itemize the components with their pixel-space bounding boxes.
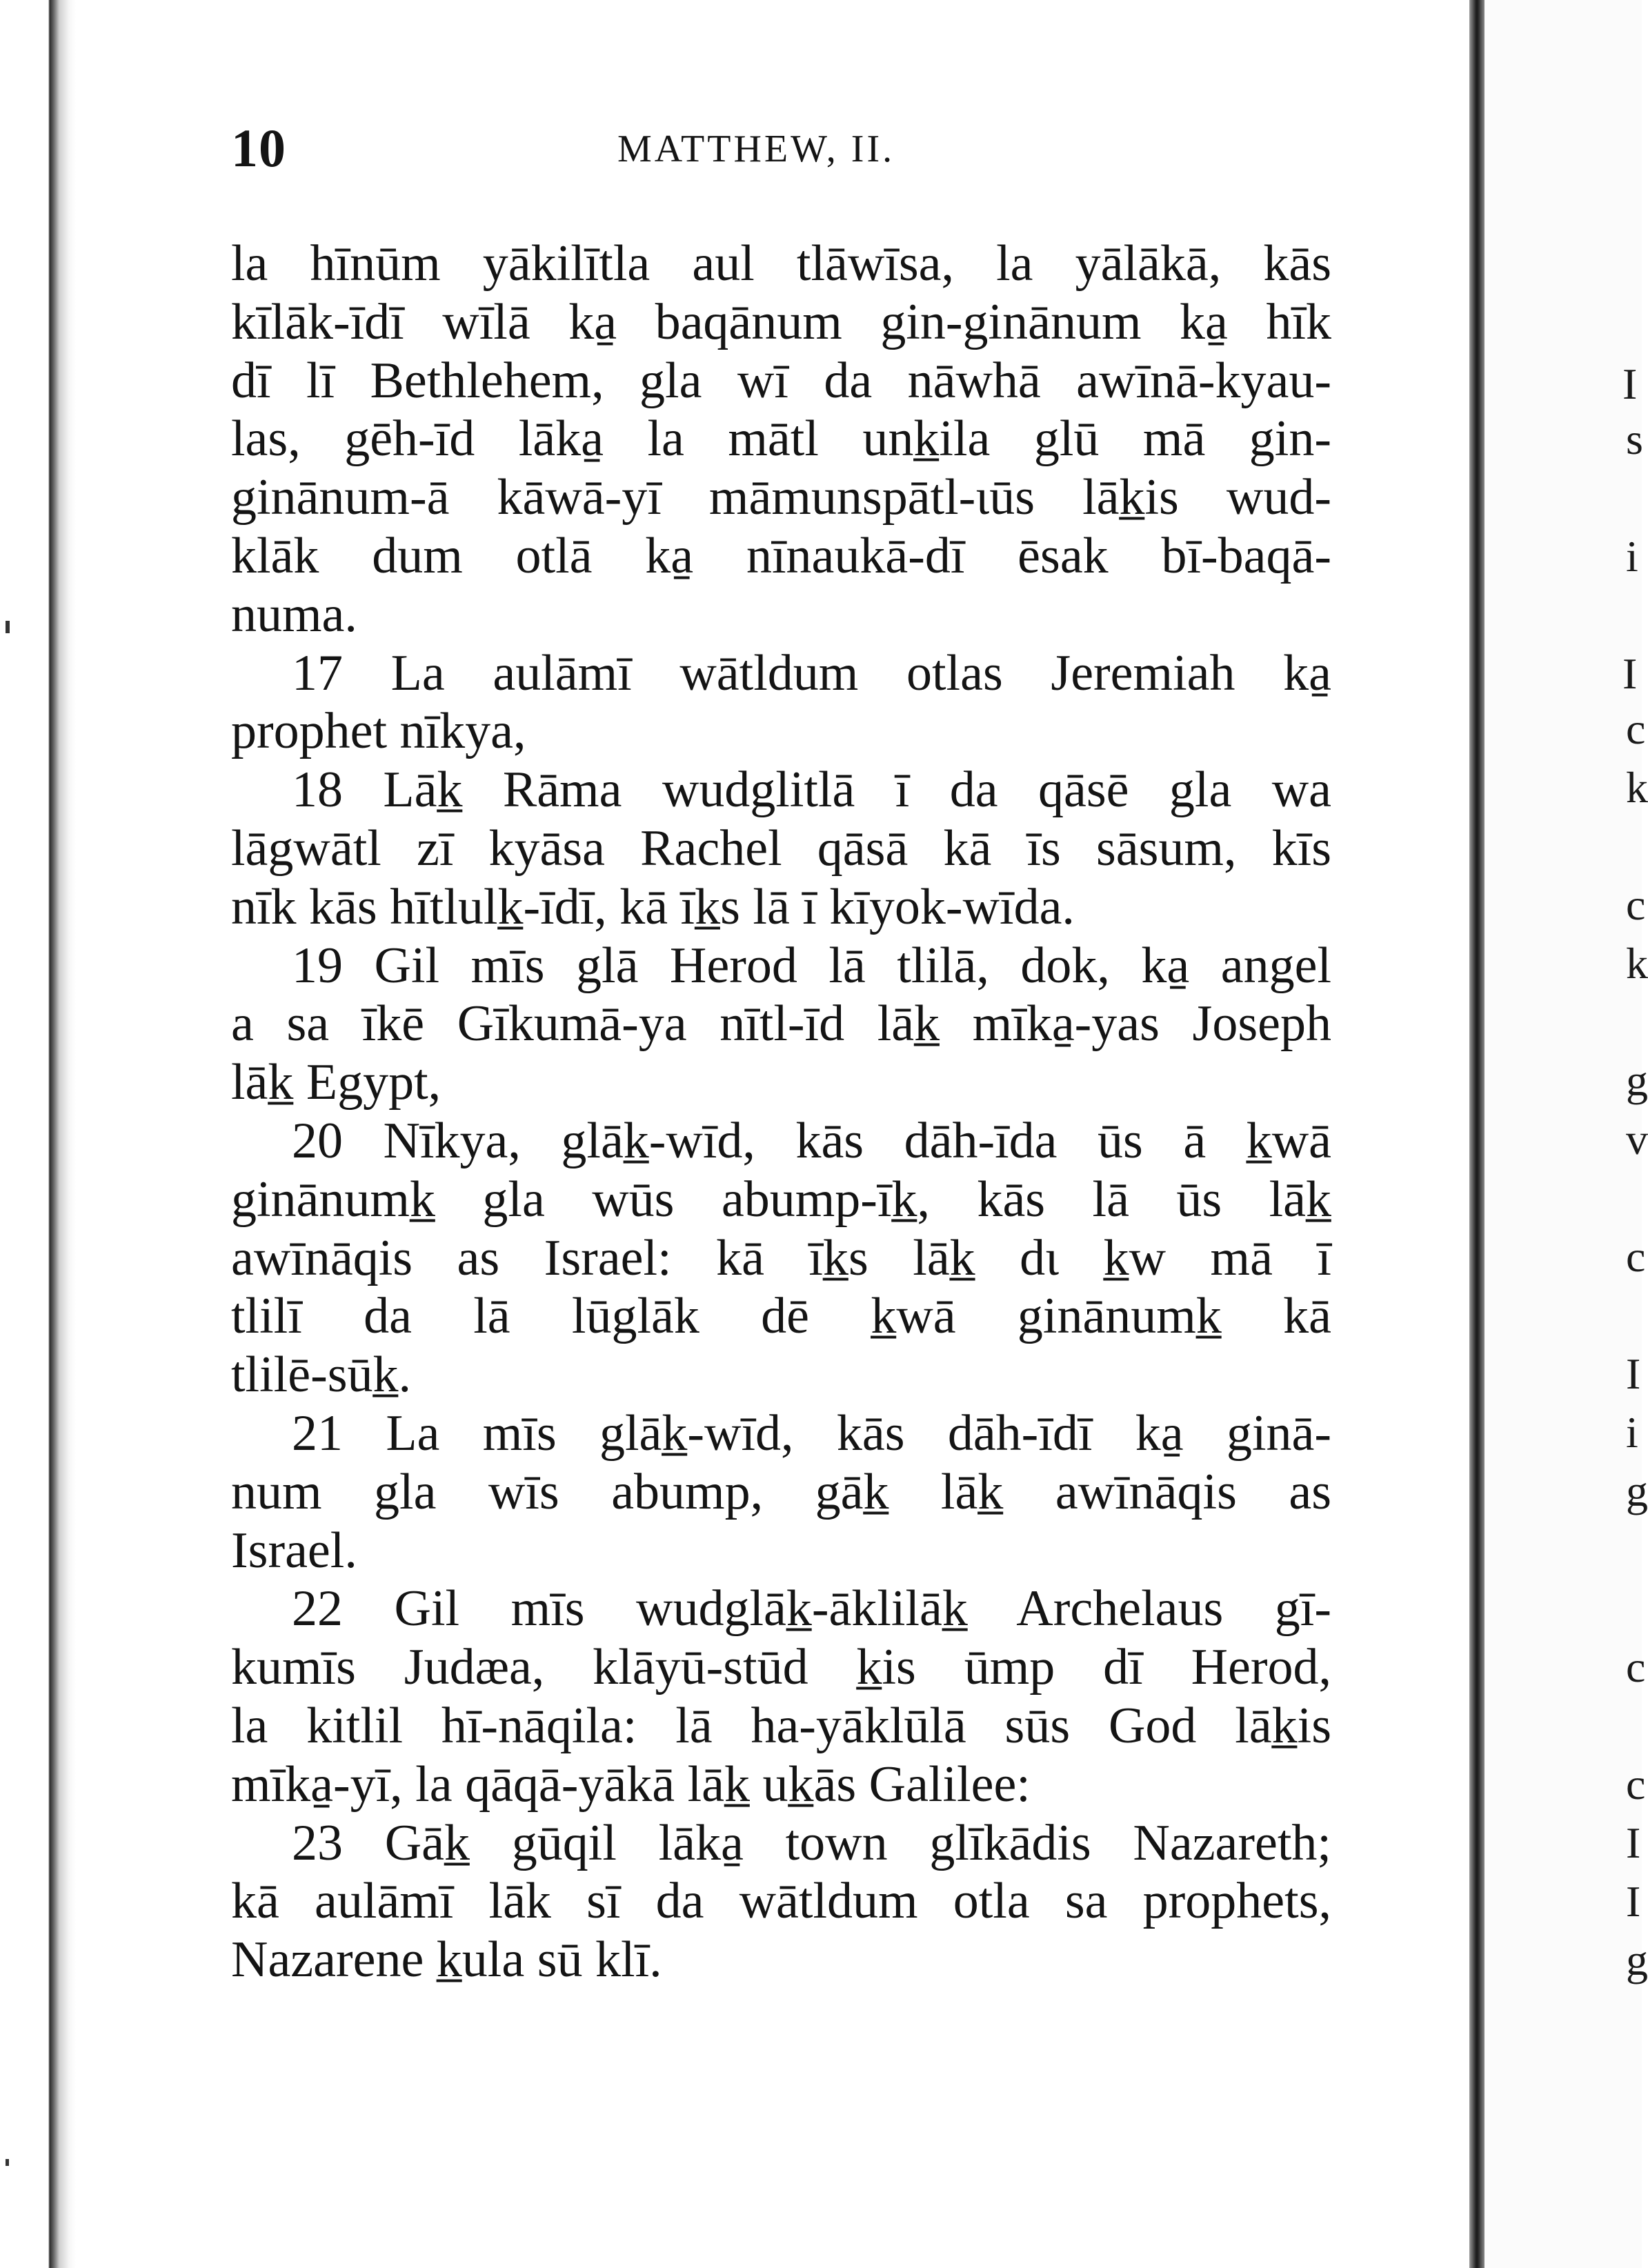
edge-mark: [6, 2159, 9, 2166]
facing-page-glyph: i: [1626, 1408, 1638, 1457]
verse-22-line: 22 Gil mīs wudglāk̲-āklilāk̲ Archelaus gī-: [292, 1580, 1331, 1638]
facing-page-glyph: c: [1626, 1760, 1646, 1809]
facing-page-glyph: s: [1626, 415, 1643, 464]
facing-page-glyph: c: [1626, 1232, 1646, 1281]
facing-page-glyph: g: [1626, 1466, 1648, 1515]
facing-page-glyph: I: [1626, 1349, 1641, 1398]
facing-page-glyph: k: [1626, 939, 1648, 988]
text-line: las, gēh-īd lāka̱ la mātl unk̲ila glū mā gin-: [231, 410, 1331, 468]
text-line: kumīs Judæa, klāyū-stūd k̲is ūmp dī Herod,: [231, 1639, 1331, 1696]
facing-page-glyph: g: [1626, 1056, 1648, 1105]
facing-page-glyph: I: [1622, 649, 1638, 698]
verse-19-line: 19 Gil mīs glā Herod lā tlilā, dok, ka̱ angel: [292, 937, 1331, 994]
text-line: lāk̲ Egypt,: [231, 1054, 441, 1111]
text-line: ginānumk̲ gla wūs abump-īk̲, kās lā ūs lāk̲: [231, 1171, 1331, 1228]
facing-page-glyph: c: [1626, 1642, 1646, 1691]
scripture-text: [231, 235, 1331, 1989]
facing-page-glyph: c: [1626, 704, 1646, 753]
verse-17-line: 17 La aulāmī wātldum otlas Jeremiah ka̱: [292, 644, 1331, 702]
text-line: mīka̱-yī, la qāqā-yākā lāk̲ uk̲ās Galilee:: [231, 1755, 1031, 1813]
facing-page-glyph: I: [1626, 1818, 1641, 1867]
text-line: la kitlil hī-nāqila: lā ha-yāklūlā sūs God lāk̲is: [231, 1697, 1331, 1754]
verse-21-line: 21 La mīs glāk̲-wīd, kās dāh-īdī ka̱ ginā-: [292, 1404, 1331, 1462]
text-line: tlilī da lā lūglāk dē k̲wā ginānumk̲ kā: [231, 1288, 1331, 1345]
text-line: numa.: [231, 586, 357, 643]
verse-23-line: 23 Gāk̲ gūqil lāka̱ town glīkādis Nazareth;: [292, 1814, 1331, 1871]
edge-mark: [6, 621, 10, 633]
text-line: Nazarene k̲ula sū klī.: [231, 1931, 662, 1989]
facing-page-glyph: g: [1626, 1936, 1648, 1984]
verse-20-line: 20 Nīkya, glāk̲-wīd, kās dāh-īda ūs ā k̲wā: [292, 1112, 1331, 1169]
facing-page-glyph: c: [1626, 880, 1646, 929]
page-number: 10: [231, 118, 286, 178]
facing-page-edge: [1485, 0, 1648, 2268]
text-line: Israel.: [231, 1522, 357, 1579]
running-head: MATTHEW, II.: [617, 128, 895, 170]
facing-page-glyph: i: [1626, 532, 1638, 581]
scan-edge-left: [0, 0, 76, 2268]
book-gutter: [1469, 0, 1485, 2268]
facing-page-glyph: v: [1626, 1115, 1648, 1164]
page-header: [231, 117, 1335, 179]
text-line: kā aulāmī lāk sī da wātldum otla sa prophets,: [231, 1873, 1331, 1930]
text-line: la hīnūm yākilītla aul tlāwīsa, la yālākā, kās: [231, 235, 1331, 292]
text-line: awīnāqis as Israel: kā īk̲s lāk̲ dι k̲w mā ī: [231, 1229, 1331, 1286]
text-line: lāgwātl zī kyāsa Rachel qāsā kā īs sāsum, kīs: [231, 819, 1331, 877]
text-line: tlilē-sūk̲.: [231, 1346, 412, 1404]
text-line: num gla wīs abump, gāk̲ lāk̲ awīnāqis as: [231, 1463, 1331, 1520]
facing-page-glyph: I: [1622, 359, 1638, 408]
text-line: ginānum-ā kāwā-yī māmunspātl-ιūs lāk̲is wud-: [231, 469, 1331, 526]
text-line: dī lī Bethlehem, gla wī da nāwhā awīnā-kyau-: [231, 352, 1331, 409]
facing-page-glyph: k: [1626, 763, 1648, 812]
text-line: klāk dum otlā ka̱ nīnaukā-dī ēsak bī-baqā-: [231, 527, 1331, 584]
facing-page-glyph: I: [1626, 1877, 1641, 1926]
text-line: a sa īkē Gīkumā-ya nītl-īd lāk̲ mīka̱-yas Joseph: [231, 995, 1331, 1053]
text-line: prophet nīkya,: [231, 703, 526, 760]
text-line: nīk kās hītlulk̲-īdī, kā īk̲s lā ī kīyok-wīda.: [231, 878, 1075, 935]
text-line: kīlāk-īdī wīlā ka̱ baqānum gin-ginānum ka̱ hīk: [231, 293, 1331, 350]
verse-18-line: 18 Lāk̲ Rāma wudglitlā ī da qāsē gla wa: [292, 762, 1331, 819]
